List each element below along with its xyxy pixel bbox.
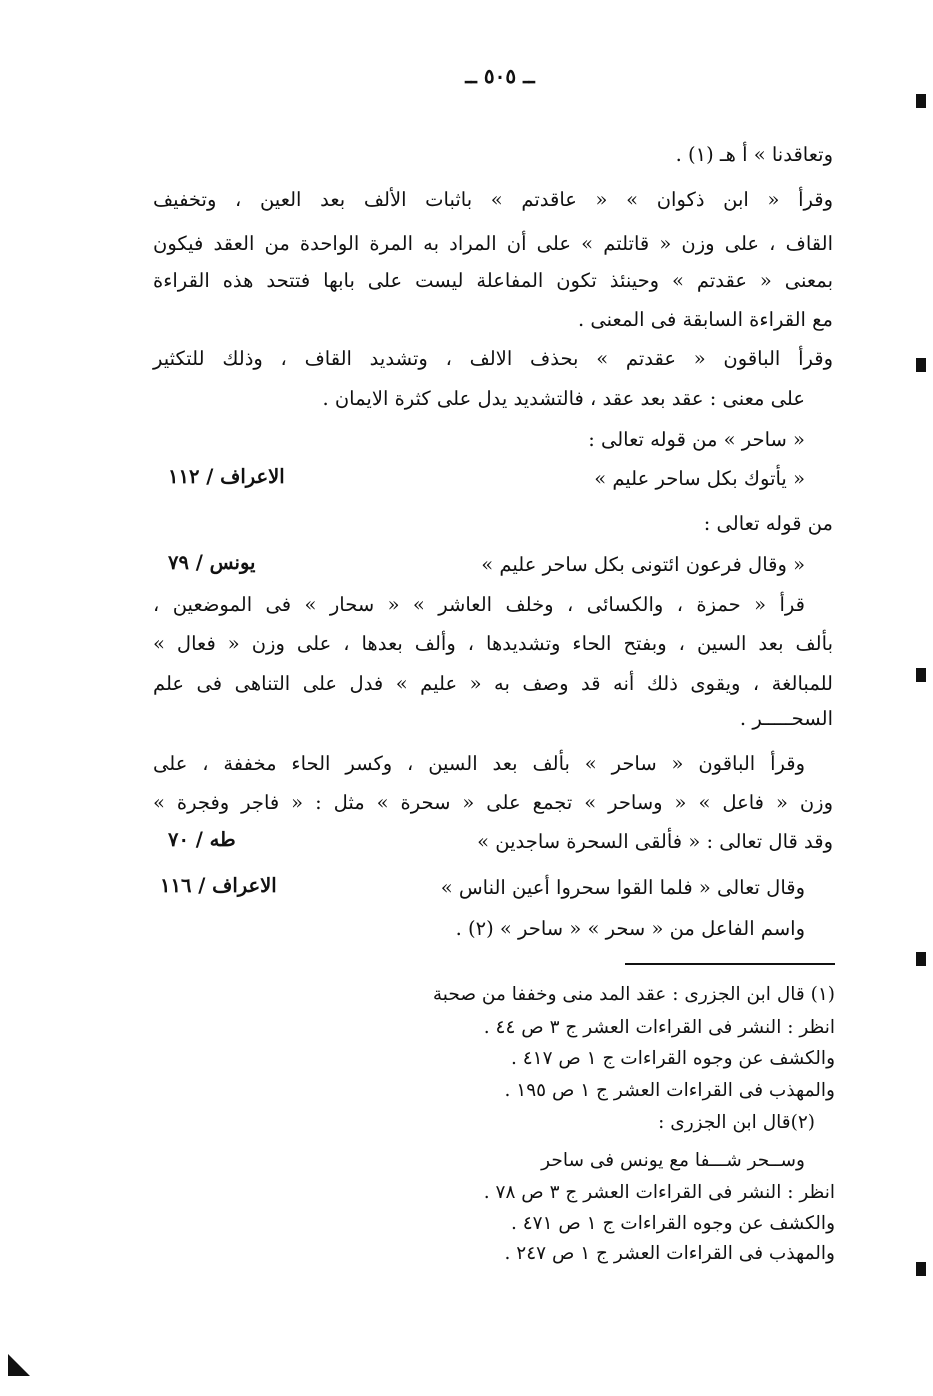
scan-corner-mark [8, 1354, 30, 1376]
body-line-3: القاف ، على وزن « قاتلتم » على أن المراد به المرة الواحدة من العقد فيكون [153, 232, 833, 255]
footnote-1-line-1: (١) قال ابن الجزرى : عقد المد منى وخففا من صحبة [432, 984, 835, 1005]
verse-ref-taha-70: طه / ٧٠ [168, 828, 236, 851]
body-line-5: مع القراءة السابقة فى المعنى . [578, 308, 833, 331]
verse-ref-yunus-79: يونس / ٧٩ [168, 551, 256, 574]
scan-margin-mark [916, 358, 926, 372]
body-line-1: وتعاقدنا » أ هـ (١) . [675, 143, 833, 166]
footnote-2-line-5: والمهذب فى القراءات العشر ج ١ ص ٢٤٧ . [504, 1243, 835, 1264]
footnote-separator [625, 963, 835, 965]
verse-yunus-79: « وقال فرعون ائتونى بكل ساحر عليم » [481, 553, 805, 576]
scan-margin-mark [916, 952, 926, 966]
footnote-2-line-2: وســحر شـــفا مع يونس فى ساحر [541, 1150, 805, 1171]
body-line-15: السحـــــر . [739, 707, 833, 730]
scan-margin-mark [916, 668, 926, 682]
scan-margin-mark [916, 1262, 926, 1276]
page-number: ــ ٥٠٥ ــ [465, 64, 535, 88]
body-line-14: للمبالغة ، ويقوى ذلك أنه قد وصف به « عليم » فدل على التناهى فى علم [153, 672, 833, 695]
body-line-6: وقرأ الباقون « عقدتم » بحذف الالف ، وتشديد القاف ، وذلك للتكثير [153, 347, 833, 370]
body-line-17: وزن « فاعل » « وساحر » تجمع على « سحرة » مثل : « فاجر وفجرة » [153, 791, 833, 814]
footnote-1-line-4: والمهذب فى القراءات العشر ج ١ ص ١٩٥ . [504, 1080, 835, 1101]
body-line-12: قرأ « حمزة ، والكسائى ، وخلف العاشر » « سحار » فى الموضعين ، [153, 593, 805, 616]
body-line-7: على معنى : عقد بعد عقد ، فالتشديد يدل على كثرة الايمان . [322, 387, 805, 410]
footnote-1-line-3: والكشف عن وجوه القراءات ج ١ ص ٤١٧ . [510, 1048, 835, 1069]
footnote-2-line-4: والكشف عن وجوه القراءات ج ١ ص ٤٧١ . [510, 1213, 835, 1234]
body-line-4: بمعنى « عقدتم » وحينئذ تكون المفاعلة ليست على بابها فتتحد هذه القراءة [153, 269, 833, 292]
body-line-20: واسم الفاعل من « سحر » « ساحر » (٢) . [455, 917, 805, 940]
footnote-1-line-2: انظر : النشر فى القراءات العشر ج ٣ ص ٤٤ . [483, 1017, 835, 1038]
verse-taha-70: وقد قال تعالى : « فألقى السحرة ساجدين » [477, 830, 833, 853]
footnote-2-line-3: انظر : النشر فى القراءات العشر ج ٣ ص ٧٨ . [483, 1182, 835, 1203]
footnote-2-line-1: (٢)قال ابن الجزرى : [658, 1112, 815, 1133]
verse-ref-araf-116: الاعراف / ١١٦ [160, 874, 277, 897]
verse-araf-112: « يأتوك بكل ساحر عليم » [594, 467, 805, 490]
body-line-2: وقرأ « ابن ذكوان » « عاقدتم » باثبات الألف بعد العين ، وتخفيف [153, 188, 833, 211]
verse-araf-116: وقال تعالى « فلما القوا سحروا أعين الناس » [440, 876, 805, 899]
scan-margin-mark [916, 94, 926, 108]
verse-ref-araf-112: الاعراف / ١١٢ [168, 465, 285, 488]
body-line-16: وقرأ الباقون « ساحر » بألف بعد السين ، وكسر الحاء مخففة ، على [153, 752, 805, 775]
verse-intro-sahir: « ساحر » من قوله تعالى : [588, 428, 805, 451]
verse-intro-2: من قوله تعالى : [703, 512, 833, 535]
body-line-13: بألف بعد السين ، وبفتح الحاء وتشديدها ، وألف بعدها ، على وزن « فعال » [153, 632, 833, 655]
